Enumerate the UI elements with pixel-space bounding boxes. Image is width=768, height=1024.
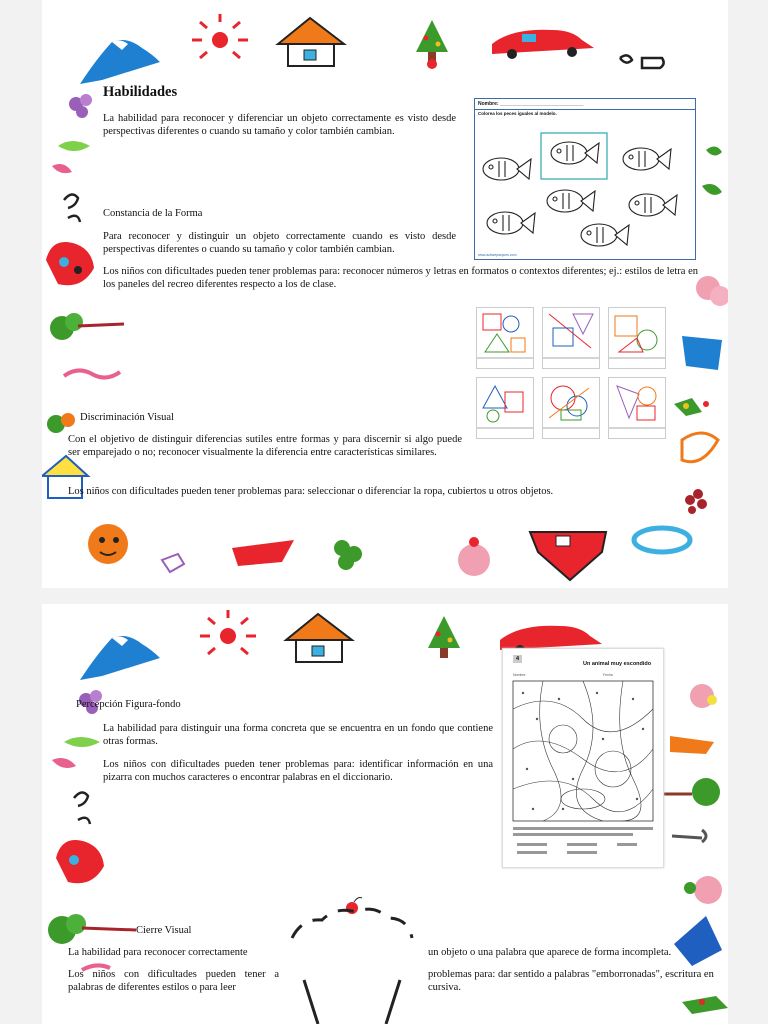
tree-icon [428, 616, 460, 658]
sun-icon [192, 14, 248, 58]
page-title: Habilidades [103, 84, 178, 100]
cierre-paragraph-1-right: un objeto o una palabra que aparece de forma incompleta. [428, 947, 672, 958]
mountain-icon [80, 40, 160, 84]
worksheet-footer: www.actiweparques.com [478, 253, 517, 257]
visual-paragraph-1: Con el objetivo de distinguir diferencias sutiles entre formas y para discernir si algo puede ser emparejado o no; reconocer visualmente la diferencia entre características similares. [68, 434, 462, 458]
worksheet-instruction: Colorea los peces iguales al modelo. [478, 111, 557, 116]
visual-paragraph-2: Los niños con dificultades pueden tener problemas para: seleccionar o diferenciar la ropa, cubiertos u otros objetos. [68, 486, 554, 497]
house-icon [286, 614, 352, 662]
section-heading-cierre: Cierre Visual [136, 925, 192, 936]
fish-icon [623, 148, 671, 170]
house-icon [278, 18, 344, 66]
flower-icon [696, 276, 728, 306]
shape-puzzle [476, 307, 534, 369]
tree-icon [416, 20, 448, 69]
cierre-paragraph-2-left: Los niños con dificultades pueden tener a palabras de diferentes estilos o para leer [68, 969, 279, 993]
worksheet-title: Un animal muy escondido [583, 661, 652, 667]
forma-paragraph-1: Para reconocer y distinguir un objeto correctamente cuando es visto desde perspectivas diferentes o cuando su tamaño y color también cambian. [103, 231, 456, 255]
flower-icon [684, 876, 722, 904]
heart-icon [232, 540, 294, 566]
flower-icon [690, 684, 717, 708]
section-heading-forma: Constancia de la Forma [103, 208, 203, 219]
fondo-paragraph-1: La habilidad para distinguir una forma concreta que se encuentra en un fondo que contiene otras formas. [103, 723, 493, 747]
coloring-pattern [503, 649, 663, 867]
car-icon [46, 242, 94, 285]
cierre-paragraph-2-right: problemas para: dar sentido a palabras "emborronadas", escritura en cursiva. [428, 969, 714, 993]
worksheet-name-label: Nombre: ______________________________ [475, 99, 695, 110]
fondo-paragraph-2: Los niños con dificultades pueden tener problemas para: identificar información en una pizarra con muchos caracteres o encontrar palabras en el diccionario. [103, 759, 493, 783]
fish-icon [547, 190, 595, 212]
fish-drawings [475, 115, 693, 255]
shape-puzzle [476, 377, 534, 439]
worksheet-unit-badge: 4 [513, 655, 522, 663]
flower-icon [88, 524, 128, 564]
fish-worksheet-image [474, 98, 696, 260]
tree-icon [47, 413, 75, 433]
cupcake-icon [292, 898, 412, 1024]
flower-icon [685, 489, 707, 514]
fish-icon [629, 194, 677, 216]
worksheet-date-label: Fecha [603, 673, 613, 677]
flower-icon [458, 537, 490, 576]
fish-icon [581, 224, 629, 246]
cierre-paragraph-1-left: La habilidad para reconocer correctamente [68, 947, 248, 958]
sun-icon [200, 610, 256, 654]
mountain-icon [80, 636, 160, 680]
candy-icon [634, 528, 690, 552]
shape-puzzle [608, 377, 666, 439]
tree-icon [50, 313, 124, 340]
car-icon [492, 30, 594, 59]
shape-puzzle [542, 307, 600, 369]
document-page-2 [42, 604, 728, 1024]
tree-icon [682, 996, 728, 1014]
arrow-icon [530, 532, 606, 580]
fish-icon [487, 212, 535, 234]
candy-icon [64, 370, 120, 377]
hidden-animal-worksheet-image [502, 648, 664, 868]
flower-icon [334, 540, 362, 570]
forma-paragraph-2: Los niños con dificultades pueden tener problemas para: reconocer números y letras en formatos o contextos diferentes; ej.: estilos de letra en los paneles del recreo diferentes respecto a los de clase. [103, 266, 698, 290]
tree-icon [48, 914, 136, 944]
worksheet-name-label: Nombre [513, 673, 526, 677]
tree-icon [674, 398, 709, 416]
tree-icon [664, 778, 720, 806]
section-heading-visual: Discriminación Visual [80, 412, 174, 423]
shape-puzzle [542, 377, 600, 439]
fish-icon [551, 142, 599, 164]
flower-icon [69, 94, 92, 118]
shape-puzzle [608, 307, 666, 369]
shape-puzzles-image [476, 307, 666, 439]
section-heading-fondo: Percepción Figura-fondo [76, 699, 181, 710]
fish-icon [483, 158, 531, 180]
intro-paragraph: La habilidad para reconocer y diferenciar un objeto correctamente es visto desde perspectivas diferentes o cuando su tamaño y color también cambian. [103, 113, 456, 137]
car-icon [56, 840, 104, 883]
document-page-1 [42, 0, 728, 588]
